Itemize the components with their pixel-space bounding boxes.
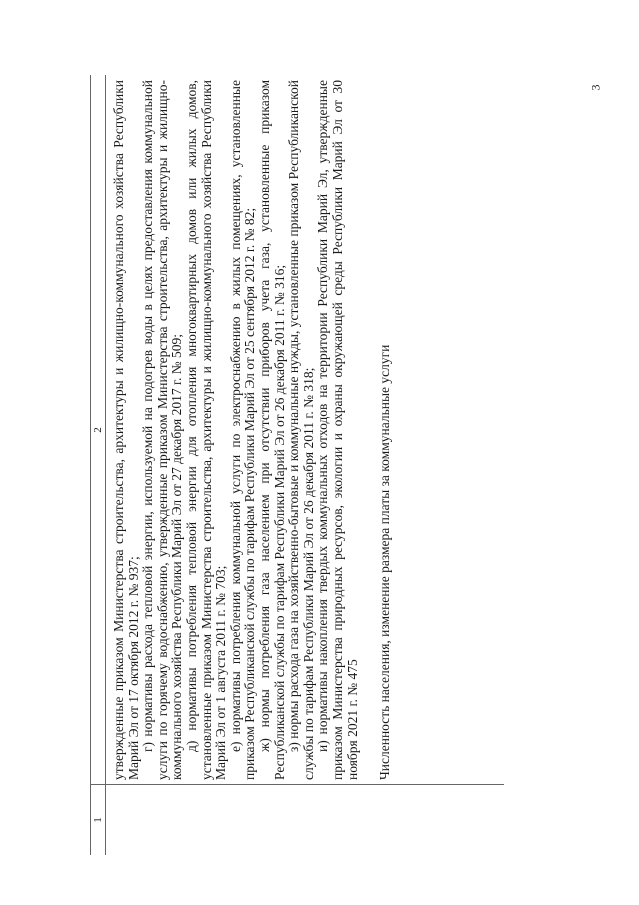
paragraph: ж) нормы потребления газа населением при отсутствии приборов учета газа, установленные приказом Республиканской службы по тарифам Республики Марий Эл от 26 декабря 2011 г. № 316; — [256, 80, 287, 780]
paragraph: и) нормативы накопления твердых коммунальных отходов на территории Республики Марий Эл, утвержденные приказом Министерства природных ресурсов, экологии и охраны окружающей среды Республики Марий Эл от 30 ноября 2021 г. № 475 — [315, 80, 360, 780]
rotated-table — [90, 75, 520, 855]
table-cell-content — [112, 80, 393, 780]
paragraph: утвержденные приказом Министерства строительства, архитектуры и жилищно-коммунального хозяйства Республики Марий Эл от 17 октября 2012 г. № 937; — [111, 80, 141, 780]
paragraph: з) нормы расхода газа на хозяйственно-бытовые и коммунальные нужды, установленные приказом Республиканской службы по тарифам Республики Марий Эл от 26 декабря 2011 г. № 318; — [286, 80, 316, 780]
page-number: 3 — [588, 84, 603, 91]
column-2-header: 2 — [92, 427, 104, 433]
column-divider — [104, 784, 504, 785]
paragraph: Численность населения, изменение размера платы за коммунальные услуги — [377, 344, 393, 780]
paragraph: е) нормативы потребления коммунальной услуги по электроснабжению в жилых помещениях, установленные приказом Республиканской службы по тарифам Республики Марий Эл от 25 сентября 2012 г. № 82; — [227, 80, 258, 780]
paragraph: г) нормативы расхода тепловой энергии, используемой на подогрев воды в целях предоставления коммунальной услуги по горячему водоснабжению, утвержденные приказом Министерства строительства, архитектуры и жилищно-коммунального хозяйства Республики Марий Эл от 27 декабря 2017 г. № 509; — [140, 80, 185, 780]
column-1-header: 1 — [91, 784, 105, 855]
paragraph: д) нормативы потребления тепловой энергии для отопления многоквартирных домов или жилых домов, установленные приказом Министерства строительства, архитектуры и жилищно-коммунального хозяйства Республики Марий Эл от 1 августа 2011 г. № 703; — [183, 80, 229, 780]
table-header-row — [90, 75, 106, 855]
